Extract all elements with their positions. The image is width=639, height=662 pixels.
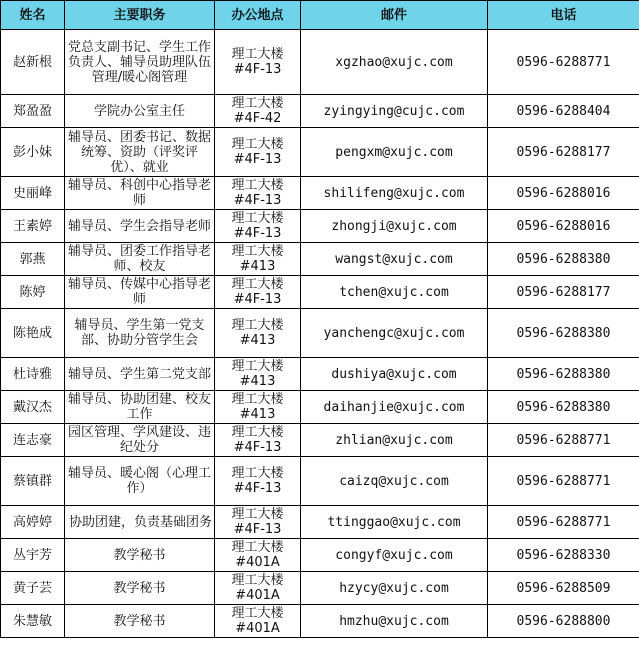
cell-name: 连志豪: [1, 424, 65, 457]
cell-phone: 0596-6288016: [488, 177, 639, 210]
table-row: [1, 457, 639, 506]
cell-office: [215, 391, 301, 424]
cell-phone: 0596-6288016: [488, 210, 639, 243]
cell-phone: 0596-6288177: [488, 128, 639, 177]
cell-email: congyf@xujc.com: [301, 539, 488, 572]
cell-email: ttinggao@xujc.com: [301, 506, 488, 539]
office-building: 理工大楼: [231, 540, 284, 555]
header-phone: 电话: [488, 1, 639, 30]
cell-name: 王素婷: [1, 210, 65, 243]
office-building: 理工大楼: [231, 507, 284, 522]
cell-duty: 协助团建，负责基础团务: [65, 506, 215, 539]
office-building: 理工大楼: [231, 466, 284, 481]
cell-phone: 0596-6288771: [488, 506, 639, 539]
cell-phone: 0596-6288404: [488, 95, 639, 128]
cell-phone: 0596-6288330: [488, 539, 639, 572]
cell-duty: 辅导员、传媒中心指导老师: [65, 276, 215, 309]
office-room: #413: [239, 333, 276, 348]
cell-name: 蔡镇群: [1, 457, 65, 506]
office-building: 理工大楼: [231, 606, 284, 621]
cell-phone: 0596-6288771: [488, 457, 639, 506]
cell-phone: 0596-6288509: [488, 572, 639, 605]
office-room: #413: [239, 407, 276, 422]
office-room: #4F-13: [233, 440, 282, 455]
table-row: [1, 309, 639, 358]
cell-office: [215, 243, 301, 276]
cell-office: [215, 95, 301, 128]
office-room: #4F-13: [233, 62, 282, 77]
cell-duty: 辅导员、团委书记、数据统筹、资助（评奖评优）、就业: [65, 128, 215, 177]
cell-email: dushiya@xujc.com: [301, 358, 488, 391]
cell-email: hmzhu@xujc.com: [301, 605, 488, 638]
cell-duty: 辅导员、学生会指导老师: [65, 210, 215, 243]
office-room: #401A: [235, 555, 280, 570]
cell-office: [215, 210, 301, 243]
header-email: 邮件: [301, 1, 488, 30]
office-room: #413: [239, 374, 276, 389]
cell-office: [215, 309, 301, 358]
table-row: [1, 391, 639, 424]
office-room: #4F-13: [233, 292, 282, 307]
header-row: [1, 1, 639, 30]
cell-office: [215, 572, 301, 605]
cell-name: 郑盈盈: [1, 95, 65, 128]
cell-office: [215, 358, 301, 391]
cell-duty: 辅导员、暖心阁（心理工作）: [65, 457, 215, 506]
cell-email: tchen@xujc.com: [301, 276, 488, 309]
office-room: #4F-42: [233, 111, 282, 126]
cell-duty: 教学秘书: [65, 605, 215, 638]
office-room: #4F-13: [233, 193, 282, 208]
table-row: [1, 128, 639, 177]
header-office: 办公地点: [215, 1, 301, 30]
cell-office: [215, 30, 301, 95]
office-building: 理工大楼: [231, 277, 284, 292]
cell-name: 郭燕: [1, 243, 65, 276]
table-row: [1, 243, 639, 276]
cell-email: caizq@xujc.com: [301, 457, 488, 506]
cell-name: 丛宇芳: [1, 539, 65, 572]
office-room: #4F-13: [233, 152, 282, 167]
cell-phone: 0596-6288177: [488, 276, 639, 309]
office-building: 理工大楼: [231, 178, 284, 193]
cell-email: shilifeng@xujc.com: [301, 177, 488, 210]
cell-duty: 辅导员、协助团建、校友工作: [65, 391, 215, 424]
office-building: 理工大楼: [231, 211, 284, 226]
cell-duty: 辅导员、科创中心指导老师: [65, 177, 215, 210]
cell-email: daihanjie@xujc.com: [301, 391, 488, 424]
cell-name: 陈艳成: [1, 309, 65, 358]
office-building: 理工大楼: [231, 137, 284, 152]
table-row: [1, 95, 639, 128]
cell-email: wangst@xujc.com: [301, 243, 488, 276]
cell-duty: 学院办公室主任: [65, 95, 215, 128]
cell-office: [215, 605, 301, 638]
cell-duty: 教学秘书: [65, 572, 215, 605]
cell-name: 彭小妹: [1, 128, 65, 177]
table-row: [1, 276, 639, 309]
cell-duty: 辅导员、学生第一党支部、协助分管学生会: [65, 309, 215, 358]
table-row: [1, 539, 639, 572]
table-row: [1, 605, 639, 638]
cell-name: 史丽峰: [1, 177, 65, 210]
cell-phone: 0596-6288380: [488, 243, 639, 276]
cell-email: zhlian@xujc.com: [301, 424, 488, 457]
cell-phone: 0596-6288380: [488, 358, 639, 391]
office-building: 理工大楼: [231, 244, 284, 259]
cell-name: 赵新根: [1, 30, 65, 95]
cell-office: [215, 424, 301, 457]
cell-email: xgzhao@xujc.com: [301, 30, 488, 95]
cell-duty: 辅导员、团委工作指导老师、校友: [65, 243, 215, 276]
table-row: [1, 358, 639, 391]
cell-phone: 0596-6288380: [488, 309, 639, 358]
table-row: [1, 177, 639, 210]
cell-name: 高婷婷: [1, 506, 65, 539]
cell-phone: 0596-6288771: [488, 30, 639, 95]
cell-name: 杜诗雅: [1, 358, 65, 391]
office-room: #4F-13: [233, 226, 282, 241]
cell-phone: 0596-6288800: [488, 605, 639, 638]
office-building: 理工大楼: [231, 47, 284, 62]
office-building: 理工大楼: [231, 573, 284, 588]
office-building: 理工大楼: [231, 392, 284, 407]
office-room: #401A: [235, 621, 280, 636]
table-row: [1, 424, 639, 457]
cell-name: 戴汉杰: [1, 391, 65, 424]
cell-phone: 0596-6288380: [488, 391, 639, 424]
header-duty: 主要职务: [65, 1, 215, 30]
cell-duty: 园区管理、学风建设、违纪处分: [65, 424, 215, 457]
cell-name: 朱慧敏: [1, 605, 65, 638]
cell-email: zhongji@xujc.com: [301, 210, 488, 243]
cell-duty: 辅导员、学生第二党支部: [65, 358, 215, 391]
office-building: 理工大楼: [231, 96, 284, 111]
office-building: 理工大楼: [231, 359, 284, 374]
cell-name: 陈婷: [1, 276, 65, 309]
header-name: 姓名: [1, 1, 65, 30]
table-row: [1, 30, 639, 95]
cell-email: pengxm@xujc.com: [301, 128, 488, 177]
cell-name: 黄子芸: [1, 572, 65, 605]
cell-email: zyingying@cujc.com: [301, 95, 488, 128]
office-room: #4F-13: [233, 481, 282, 496]
cell-office: [215, 539, 301, 572]
table-row: [1, 210, 639, 243]
cell-phone: 0596-6288771: [488, 424, 639, 457]
office-room: #413: [239, 259, 276, 274]
cell-office: [215, 457, 301, 506]
office-building: 理工大楼: [231, 318, 284, 333]
cell-email: hzycy@xujc.com: [301, 572, 488, 605]
cell-duty: 教学秘书: [65, 539, 215, 572]
office-room: #401A: [235, 588, 280, 603]
cell-office: [215, 128, 301, 177]
cell-office: [215, 177, 301, 210]
office-room: #4F-13: [233, 522, 282, 537]
office-building: 理工大楼: [231, 425, 284, 440]
table-row: [1, 572, 639, 605]
cell-duty: 党总支副书记、学生工作负责人、辅导员助理队伍管理/暖心阁管理: [65, 30, 215, 95]
cell-office: [215, 506, 301, 539]
cell-office: [215, 276, 301, 309]
cell-email: yanchengc@xujc.com: [301, 309, 488, 358]
table-row: [1, 506, 639, 539]
